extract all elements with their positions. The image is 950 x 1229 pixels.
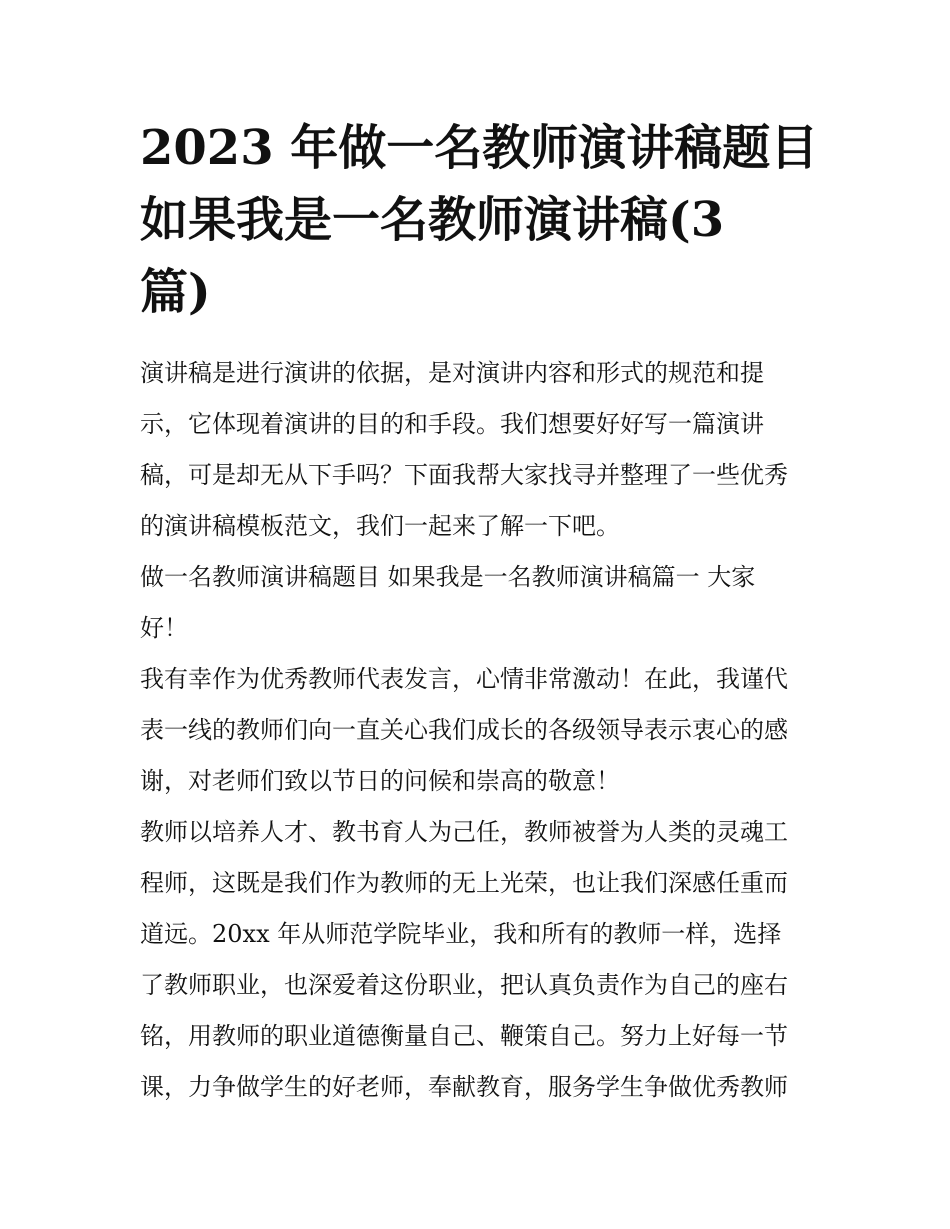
document-body bbox=[140, 348, 816, 1113]
text-line: 课，力争做学生的好老师，奉献教育，服务学生争做优秀教师 bbox=[140, 1073, 788, 1101]
text-line: 谢，对老师们致以节日的问候和崇高的敬意！ bbox=[140, 767, 620, 795]
text-line: 演讲稿是进行演讲的依据，是对演讲内容和形式的规范和提 bbox=[140, 359, 764, 387]
text-line: 做一名教师演讲稿题目 如果我是一名教师演讲稿篇一 大家 bbox=[140, 563, 756, 591]
document-title bbox=[140, 112, 819, 328]
title-line-1: 2023 年做一名教师演讲稿题目 bbox=[140, 120, 819, 176]
paragraph-body bbox=[140, 807, 816, 1113]
text-line: 好！ bbox=[140, 614, 188, 642]
document-content bbox=[140, 112, 819, 1113]
text-line: 铭，用教师的职业道德衡量自己、鞭策自己。努力上好每一节 bbox=[140, 1022, 788, 1050]
text-line: 了教师职业，也深爱着这份职业，把认真负责作为自己的座右 bbox=[140, 971, 788, 999]
paragraph-intro bbox=[140, 348, 816, 552]
text-line: 我有幸作为优秀教师代表发言，心情非常激动！在此，我谨代 bbox=[140, 665, 788, 693]
text-line: 教师以培养人才、教书育人为己任，教师被誉为人类的灵魂工 bbox=[140, 818, 788, 846]
text-line: 稿，可是却无从下手吗？下面我帮大家找寻并整理了一些优秀 bbox=[140, 461, 788, 489]
text-line: 的演讲稿模板范文，我们一起来了解一下吧。 bbox=[140, 512, 620, 540]
paragraph-heading bbox=[140, 552, 816, 654]
paragraph-greeting bbox=[140, 654, 816, 807]
text-line: 道远。20xx 年从师范学院毕业，我和所有的教师一样，选择 bbox=[140, 920, 782, 948]
text-line: 表一线的教师们向一直关心我们成长的各级领导表示衷心的感 bbox=[140, 716, 788, 744]
text-line: 示，它体现着演讲的目的和手段。我们想要好好写一篇演讲 bbox=[140, 410, 764, 438]
title-line-3: 篇) bbox=[140, 264, 211, 320]
title-line-2: 如果我是一名教师演讲稿(3 bbox=[140, 192, 725, 248]
text-line: 程师，这既是我们作为教师的无上光荣，也让我们深感任重而 bbox=[140, 869, 788, 897]
